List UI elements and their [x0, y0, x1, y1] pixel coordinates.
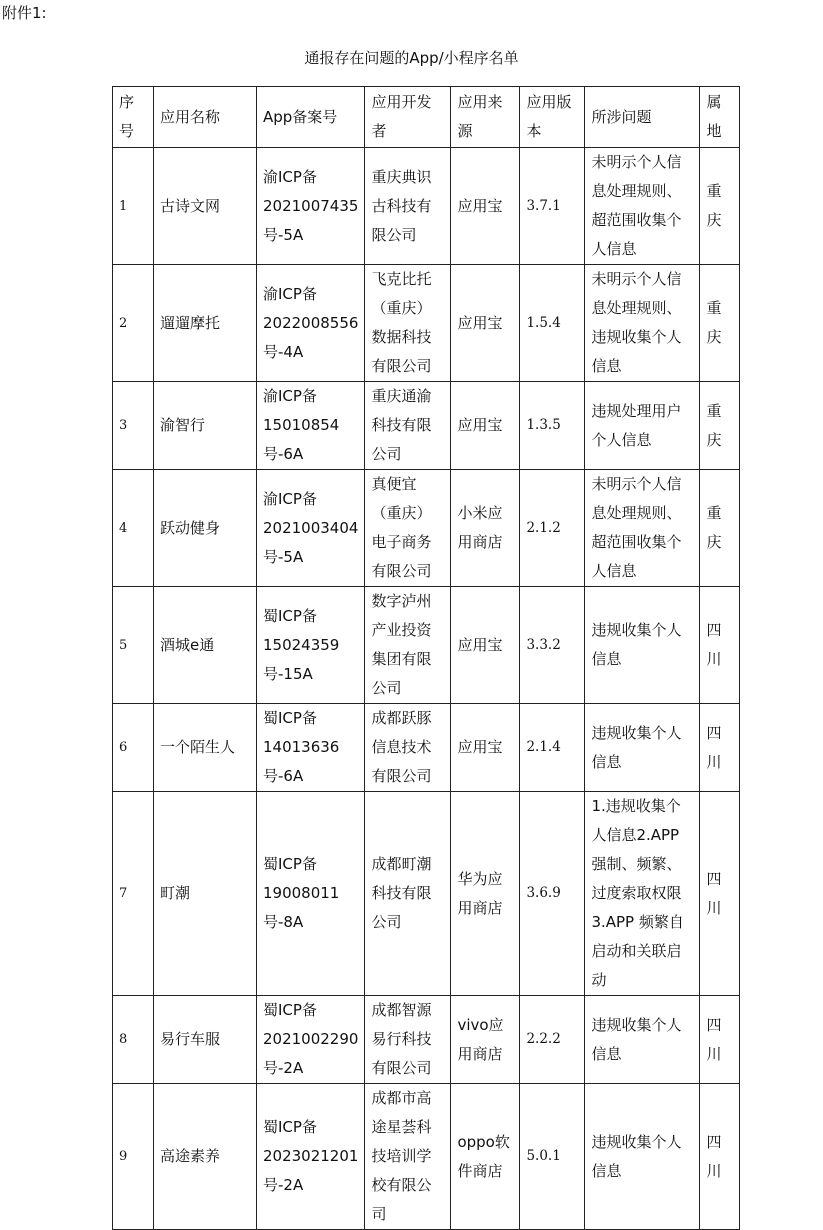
cell-developer: 成都跃豚 信息技术 有限公司	[365, 704, 451, 792]
cell-source: vivo应 用商店	[451, 996, 520, 1084]
cell-source: 华为应 用商店	[451, 792, 520, 996]
cell-app-name: 渝智行	[154, 382, 257, 470]
cell-issue: 违规收集个人 信息	[585, 1084, 700, 1230]
cell-developer: 重庆典识 古科技有 限公司	[365, 148, 451, 265]
cell-region: 四 川	[700, 1084, 740, 1230]
cell-seq: 5	[113, 587, 154, 704]
cell-source: 应用宝	[451, 148, 520, 265]
cell-issue: 未明示个人信 息处理规则、 超范围收集个 人信息	[585, 148, 700, 265]
cell-developer: 重庆通渝 科技有限 公司	[365, 382, 451, 470]
cell-developer: 成都町潮 科技有限 公司	[365, 792, 451, 996]
cell-seq: 2	[113, 265, 154, 382]
cell-icp-number: 蜀ICP备 19008011 号-8A	[257, 792, 365, 996]
cell-issue: 违规处理用户 个人信息	[585, 382, 700, 470]
cell-version: 1.5.4	[520, 265, 585, 382]
header-icp-number: App备案号	[257, 87, 365, 148]
table-row	[113, 792, 740, 996]
cell-source: 应用宝	[451, 265, 520, 382]
header-seq: 序 号	[113, 87, 154, 148]
header-app-name: 应用名称	[154, 87, 257, 148]
document-title: 通报存在问题的App/小程序名单	[304, 49, 519, 67]
cell-icp-number: 蜀ICP备 15024359 号-15A	[257, 587, 365, 704]
header-developer: 应用开发 者	[365, 87, 451, 148]
cell-developer: 成都市高 途星荟科 技培训学 校有限公 司	[365, 1084, 451, 1230]
cell-region: 四 川	[700, 704, 740, 792]
cell-issue: 违规收集个人 信息	[585, 704, 700, 792]
table-row	[113, 996, 740, 1084]
cell-icp-number: 渝ICP备 2021003404 号-5A	[257, 470, 365, 587]
cell-icp-number: 蜀ICP备 14013636 号-6A	[257, 704, 365, 792]
table-row	[113, 265, 740, 382]
cell-version: 1.3.5	[520, 382, 585, 470]
cell-source: 应用宝	[451, 587, 520, 704]
table-row	[113, 704, 740, 792]
cell-icp-number: 渝ICP备 2021007435 号-5A	[257, 148, 365, 265]
cell-version: 2.1.4	[520, 704, 585, 792]
cell-app-name: 酒城e通	[154, 587, 257, 704]
cell-issue: 未明示个人信 息处理规则、 超范围收集个 人信息	[585, 470, 700, 587]
cell-region: 四 川	[700, 996, 740, 1084]
cell-seq: 8	[113, 996, 154, 1084]
cell-developer: 数字泸州 产业投资 集团有限 公司	[365, 587, 451, 704]
cell-version: 3.6.9	[520, 792, 585, 996]
table-row	[113, 382, 740, 470]
cell-seq: 3	[113, 382, 154, 470]
cell-app-name: 跃动健身	[154, 470, 257, 587]
cell-version: 3.3.2	[520, 587, 585, 704]
cell-app-name: 易行车服	[154, 996, 257, 1084]
cell-app-name: 町潮	[154, 792, 257, 996]
app-list-table	[112, 86, 740, 1230]
cell-app-name: 遛遛摩托	[154, 265, 257, 382]
cell-source: oppo软 件商店	[451, 1084, 520, 1230]
header-source: 应用来 源	[451, 87, 520, 148]
table-row	[113, 1084, 740, 1230]
header-row	[113, 87, 740, 148]
cell-source: 应用宝	[451, 382, 520, 470]
table-row	[113, 587, 740, 704]
cell-app-name: 一个陌生人	[154, 704, 257, 792]
cell-issue: 未明示个人信 息处理规则、 违规收集个人 信息	[585, 265, 700, 382]
cell-seq: 9	[113, 1084, 154, 1230]
cell-version: 2.2.2	[520, 996, 585, 1084]
table-row	[113, 148, 740, 265]
cell-issue: 违规收集个人 信息	[585, 996, 700, 1084]
cell-developer: 成都智源 易行科技 有限公司	[365, 996, 451, 1084]
cell-version: 2.1.2	[520, 470, 585, 587]
cell-region: 四 川	[700, 587, 740, 704]
cell-version: 5.0.1	[520, 1084, 585, 1230]
cell-seq: 7	[113, 792, 154, 996]
cell-issue: 违规收集个人 信息	[585, 587, 700, 704]
cell-icp-number: 渝ICP备 15010854 号-6A	[257, 382, 365, 470]
cell-app-name: 高途素养	[154, 1084, 257, 1230]
cell-region: 重 庆	[700, 265, 740, 382]
table-row	[113, 470, 740, 587]
cell-region: 重 庆	[700, 382, 740, 470]
cell-region: 四 川	[700, 792, 740, 996]
cell-region: 重 庆	[700, 148, 740, 265]
cell-icp-number: 蜀ICP备 2023021201 号-2A	[257, 1084, 365, 1230]
cell-source: 小米应 用商店	[451, 470, 520, 587]
header-region: 属 地	[700, 87, 740, 148]
attachment-label: 附件1:	[2, 4, 47, 22]
header-version: 应用版 本	[520, 87, 585, 148]
cell-developer: 真便宜 （重庆） 电子商务 有限公司	[365, 470, 451, 587]
cell-seq: 1	[113, 148, 154, 265]
cell-version: 3.7.1	[520, 148, 585, 265]
cell-region: 重 庆	[700, 470, 740, 587]
cell-icp-number: 蜀ICP备 2021002290 号-2A	[257, 996, 365, 1084]
cell-issue: 1.违规收集个 人信息2.APP 强制、频繁、 过度索取权限 3.APP 频繁自 启动和关联启 动	[585, 792, 700, 996]
cell-source: 应用宝	[451, 704, 520, 792]
cell-icp-number: 渝ICP备 2022008556 号-4A	[257, 265, 365, 382]
cell-seq: 6	[113, 704, 154, 792]
header-issue: 所涉问题	[585, 87, 700, 148]
cell-seq: 4	[113, 470, 154, 587]
cell-app-name: 古诗文网	[154, 148, 257, 265]
cell-developer: 飞克比托 （重庆） 数据科技 有限公司	[365, 265, 451, 382]
